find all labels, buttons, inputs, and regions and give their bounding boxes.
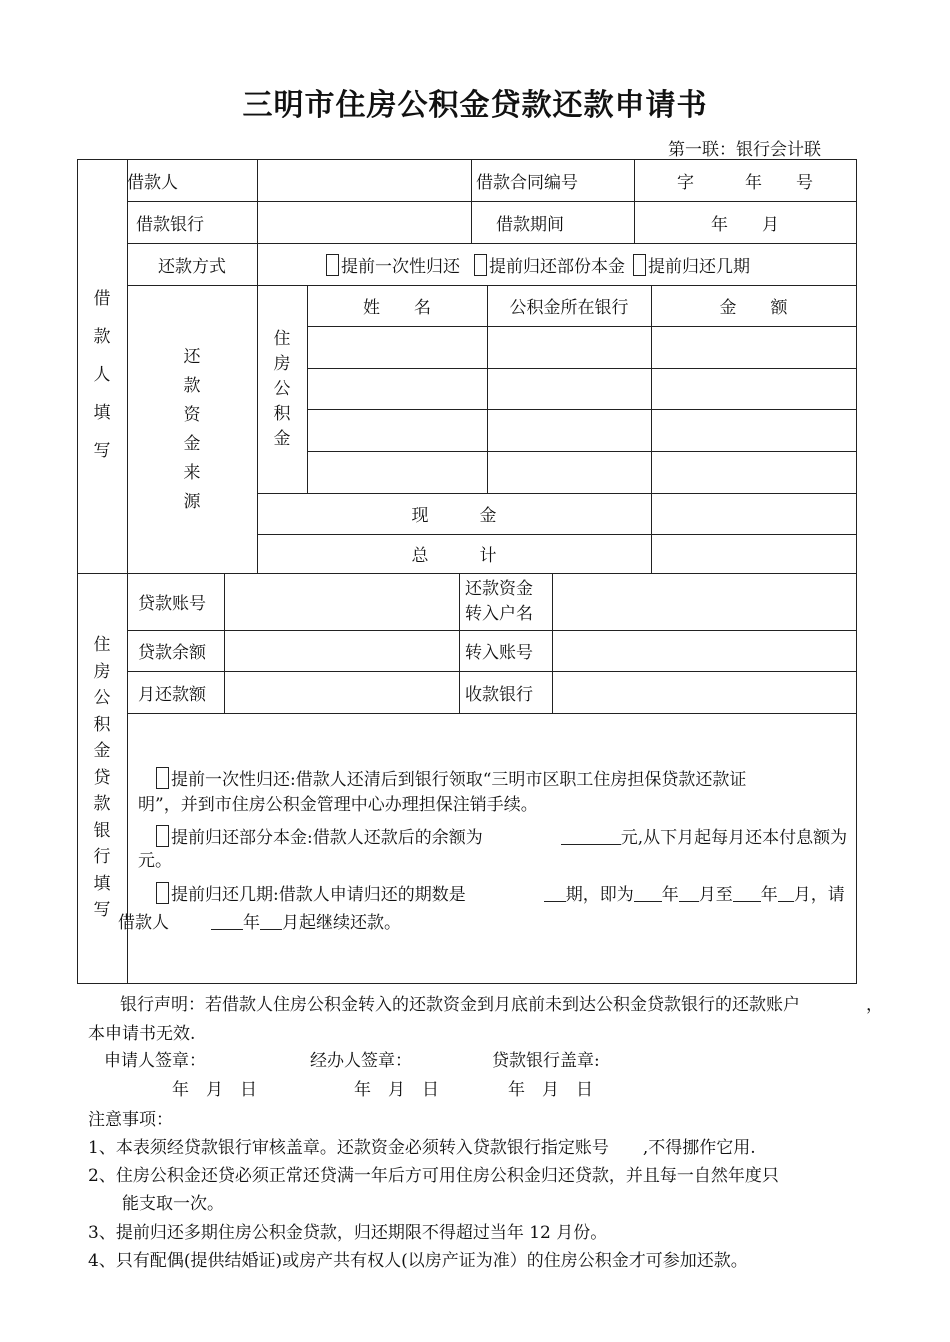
- handler-signature-label: 经办人签章：: [310, 1051, 412, 1071]
- table-border-bottom: [77, 983, 857, 984]
- term-label: 借款期间: [496, 214, 564, 235]
- row-line: [307, 451, 857, 452]
- monthly-payment-label: 月还款额: [138, 684, 206, 705]
- method-options: [326, 243, 856, 285]
- checkbox-icon[interactable]: [633, 254, 646, 276]
- option-periods-cont: 借款人 年 月起继续还款。: [118, 913, 401, 933]
- applicant-signature-label: 申请人签章：: [104, 1051, 206, 1071]
- loan-account-label: 贷款账号: [138, 594, 206, 614]
- monthly-payment-field[interactable]: [224, 671, 459, 713]
- year-blank[interactable]: [634, 884, 662, 902]
- col-amount-header: 金 额: [719, 298, 788, 318]
- transfer-name-field[interactable]: [552, 573, 856, 630]
- repay-transfer-label: 还款资金转入户名: [465, 578, 533, 624]
- checkbox-icon[interactable]: [156, 882, 169, 904]
- method-option-3[interactable]: 提前归还几期: [633, 252, 750, 277]
- handler-date: 年 月 日: [354, 1080, 439, 1100]
- checkbox-icon[interactable]: [156, 825, 169, 847]
- option-lump-sum-cont: 明”，并到市住房公积金管理中心办理担保注销手续。: [138, 795, 538, 815]
- note-item: 3、提前归还多期住房公积金贷款，归还期限不得超过当年 12 月份。: [88, 1223, 608, 1243]
- row-line: [307, 368, 857, 369]
- term-field[interactable]: 年 月: [711, 214, 779, 235]
- checkbox-icon[interactable]: [156, 767, 169, 789]
- loan-balance-field[interactable]: [224, 630, 459, 671]
- transfer-account-field[interactable]: [552, 630, 856, 671]
- method-option-2[interactable]: 提前归还部份本金: [474, 252, 625, 277]
- balance-blank[interactable]: [561, 827, 621, 845]
- note-item: 2、住房公积金还贷必须正常还贷满一年后方可用住房公积金归还贷款，并且每一自然年度只: [88, 1166, 779, 1186]
- periods-blank[interactable]: [544, 884, 566, 902]
- borrower-side-label: 借 款 人 填 写: [93, 289, 111, 461]
- col-line: [651, 285, 652, 573]
- loan-balance-label: 贷款余额: [138, 643, 206, 663]
- method-label: 还款方式: [158, 256, 226, 277]
- checkbox-icon[interactable]: [326, 254, 339, 276]
- option-partial-principal: 提前归还部分本金:借款人还款后的余额为 元,从下月起每月还本付息额为: [138, 825, 847, 847]
- checkbox-icon[interactable]: [474, 254, 487, 276]
- method-option-1[interactable]: 提前一次性归还: [326, 252, 460, 277]
- bank-seal-label: 贷款银行盖章:: [492, 1051, 600, 1071]
- borrower-label: 借款人: [127, 172, 178, 193]
- borrower-field[interactable]: [257, 159, 471, 201]
- note-item: 能支取一次。: [88, 1194, 224, 1214]
- declaration-cont: 本申请书无效.: [88, 1024, 196, 1044]
- receiving-bank-label: 收款银行: [465, 684, 533, 705]
- row-line: [127, 713, 857, 714]
- contract-number-field[interactable]: 字 年 号: [677, 172, 813, 193]
- col-name-header: 姓 名: [363, 298, 431, 318]
- bank-date: 年 月 日: [508, 1080, 593, 1100]
- fund-bank-side-label: 住 房 公 积 金 贷 款 银 行 填 写: [93, 635, 111, 921]
- col-line: [471, 159, 472, 243]
- source-label: 还 款 资 金 来 源: [183, 347, 201, 512]
- total-label: 总 计: [411, 546, 497, 566]
- notes-title: 注意事项：: [88, 1110, 173, 1130]
- note-item: 1、本表须经贷款银行审核盖章。还款资金必须转入贷款银行指定账号 ,不得挪作它用.: [88, 1138, 756, 1158]
- declaration-comma: ，: [866, 995, 883, 1015]
- fund-label: 住 房 公 积 金: [273, 328, 291, 449]
- page-title: 三明市住房公积金贷款还款申请书: [242, 88, 708, 123]
- note-item: 4、只有配偶(提供结婚证)或房产共有权人(以房产证为准）的住房公积金才可参加还款。: [88, 1251, 748, 1271]
- receiving-bank-field[interactable]: [552, 671, 856, 713]
- copy-label: 第一联：银行会计联: [668, 140, 821, 160]
- bank-field[interactable]: [257, 201, 471, 243]
- contract-label: 借款合同编号: [476, 172, 578, 193]
- year-blank[interactable]: [211, 912, 243, 930]
- declaration: 银行声明：若借款人住房公积金转入的还款资金到月底前未到达公积金贷款银行的还款账户: [120, 995, 800, 1015]
- loan-account-field[interactable]: [224, 573, 459, 630]
- col-bank-header: 公积金所在银行: [509, 298, 629, 318]
- option-partial-cont: 元。: [138, 851, 172, 871]
- month-blank[interactable]: [260, 912, 282, 930]
- option-lump-sum: 提前一次性归还:借款人还清后到银行领取“三明市区职工住房担保贷款还款证: [138, 767, 746, 789]
- row-line: [307, 409, 857, 410]
- month-blank[interactable]: [679, 884, 699, 902]
- table-border-right: [856, 159, 857, 984]
- year-blank[interactable]: [733, 884, 761, 902]
- option-periods: 提前归还几期:借款人申请归还的期数是 期，即为 年 月至 年 月，请: [138, 882, 845, 904]
- bank-label: 借款银行: [136, 214, 204, 235]
- row-line: [307, 326, 857, 327]
- col-line: [459, 573, 460, 713]
- transfer-account-label: 转入账号: [465, 643, 533, 663]
- cash-label: 现 金: [411, 506, 497, 526]
- applicant-date: 年 月 日: [172, 1080, 257, 1100]
- month-blank[interactable]: [778, 884, 794, 902]
